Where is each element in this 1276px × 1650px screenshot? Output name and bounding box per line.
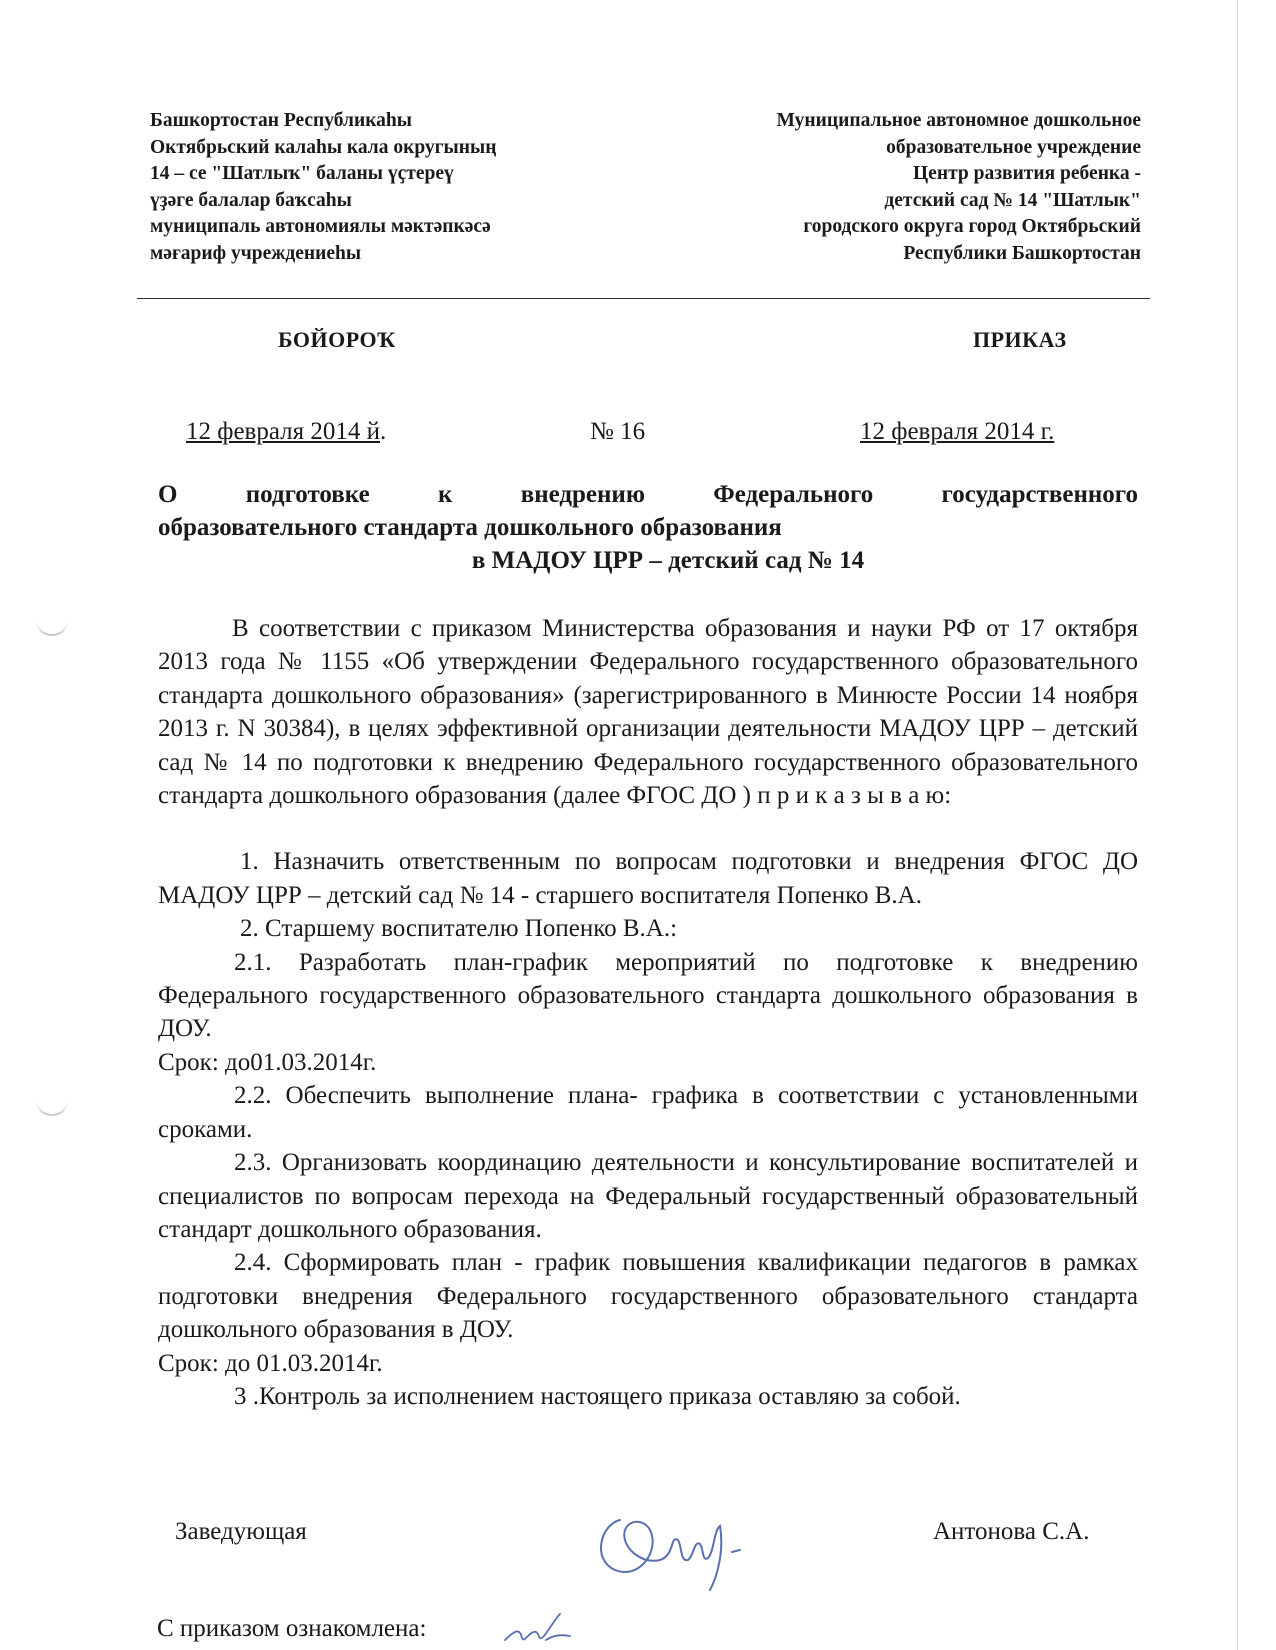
acknowledgment-label: С приказом ознакомлена: xyxy=(157,1615,427,1642)
signer-name: Антонова С.А. xyxy=(933,1518,1090,1545)
title-line: О подготовке к внедрению Федерального государственного xyxy=(158,481,1138,508)
header-left-line: мәғариф учреждениеhы xyxy=(150,242,362,264)
header-right-line: детский сад № 14 "Шатлык" xyxy=(884,189,1141,211)
signer-position: Заведующая xyxy=(175,1518,307,1545)
header-right-line: Республики Башкортостан xyxy=(903,242,1141,264)
header-right-line: городского округа город Октябрьский xyxy=(803,216,1141,237)
header-russian-block xyxy=(671,108,1141,267)
handwritten-signature xyxy=(590,1490,760,1600)
header-bashkir-block xyxy=(150,108,570,267)
item-2-4: 2.4. Сформировать план - график повышения квалификации педагогов в рамках подготовки внедрения Федерального государственного образовательного стандарта дошкольного образования в ДОУ. xyxy=(158,1249,1138,1344)
punch-hole-mark xyxy=(36,1098,68,1116)
date-bashkir xyxy=(186,418,386,446)
header-right-line: Муниципальное автономное дошкольное xyxy=(776,110,1141,131)
date-russian: 12 февраля 2014 г. xyxy=(860,418,1055,445)
acknowledgment-signature xyxy=(500,1610,590,1650)
doc-type-russian: ПРИКАЗ xyxy=(973,327,1067,352)
punch-hole-mark xyxy=(36,618,68,636)
title-line: образовательного стандарта дошкольного образования xyxy=(158,514,782,541)
intro-paragraph: В соответствии с приказом Министерства образования и науки РФ от 17 октября 2013 года № 1155 «Об утверждении Федерального государственного образовательного стандарта дошкольного образования» (зарегистрированного в Минюсте России 14 ноября 2013 г. N 30384), в целях эффективной организации деятельности МАДОУ ЦРР – детский сад № 14 по подготовки к внедрению Федерального государственного образовательного стандарта дошкольного образования (далее ФГОС ДО ) п р и к а з ы в а ю: xyxy=(158,615,1138,810)
deadline-1: Срок: до01.03.2014г. xyxy=(158,1048,377,1076)
doc-type-bashkir: БОЙОРОҠ xyxy=(278,327,396,352)
order-title xyxy=(158,478,1138,577)
header-left-line: Башкортостан Республикаhы xyxy=(150,110,412,131)
header-left-line: үҙәге балалар баҡсаhы xyxy=(150,189,352,211)
deadline-2: Срок: до 01.03.2014г. xyxy=(158,1349,383,1377)
header-divider xyxy=(137,298,1150,299)
header-left-line: Октябрьский калаhы кала округының xyxy=(150,136,497,158)
order-number: № 16 xyxy=(590,418,646,445)
page-edge-line xyxy=(1237,0,1238,1650)
title-line: в МАДОУ ЦРР – детский сад № 14 xyxy=(471,547,865,574)
item-1: 1. Назначить ответственным по вопросам подготовки и внедрения ФГОС ДО МАДОУ ЦРР – детский сад № 14 - старшего воспитателя Попенко В.А. xyxy=(158,848,1138,909)
item-2: 2. Старшему воспитателю Попенко В.А.: xyxy=(240,915,678,943)
order-body xyxy=(158,612,1138,1413)
header-left-line: муниципаль автономиялы мәктәпкәсә xyxy=(150,216,491,237)
header-right-line: образовательное учреждение xyxy=(886,136,1141,158)
item-3: 3 .Контроль за исполнением настоящего приказа оставляю за собой. xyxy=(234,1382,961,1410)
item-2-2: 2.2. Обеспечить выполнение плана- графика в соответствии с установленными сроками. xyxy=(158,1082,1138,1143)
header-left-line: 14 – се "Шатлыҡ" баланы үҫтереү xyxy=(150,163,454,184)
header-right-line: Центр развития ребенка - xyxy=(913,163,1141,184)
item-2-3: 2.3. Организовать координацию деятельности и консультирование воспитателей и специалистов по вопросам перехода на Федеральный государственный образовательный стандарт дошкольного образования. xyxy=(158,1149,1138,1243)
date-bashkir-value: 12 февраля 2014 й xyxy=(186,418,381,445)
date-bashkir-suffix: . xyxy=(380,418,387,445)
item-2-1: 2.1. Разработать план-график мероприятий по подготовке к внедрению Федерального государственного образовательного стандарта дошкольного образования в ДОУ. xyxy=(158,948,1138,1043)
